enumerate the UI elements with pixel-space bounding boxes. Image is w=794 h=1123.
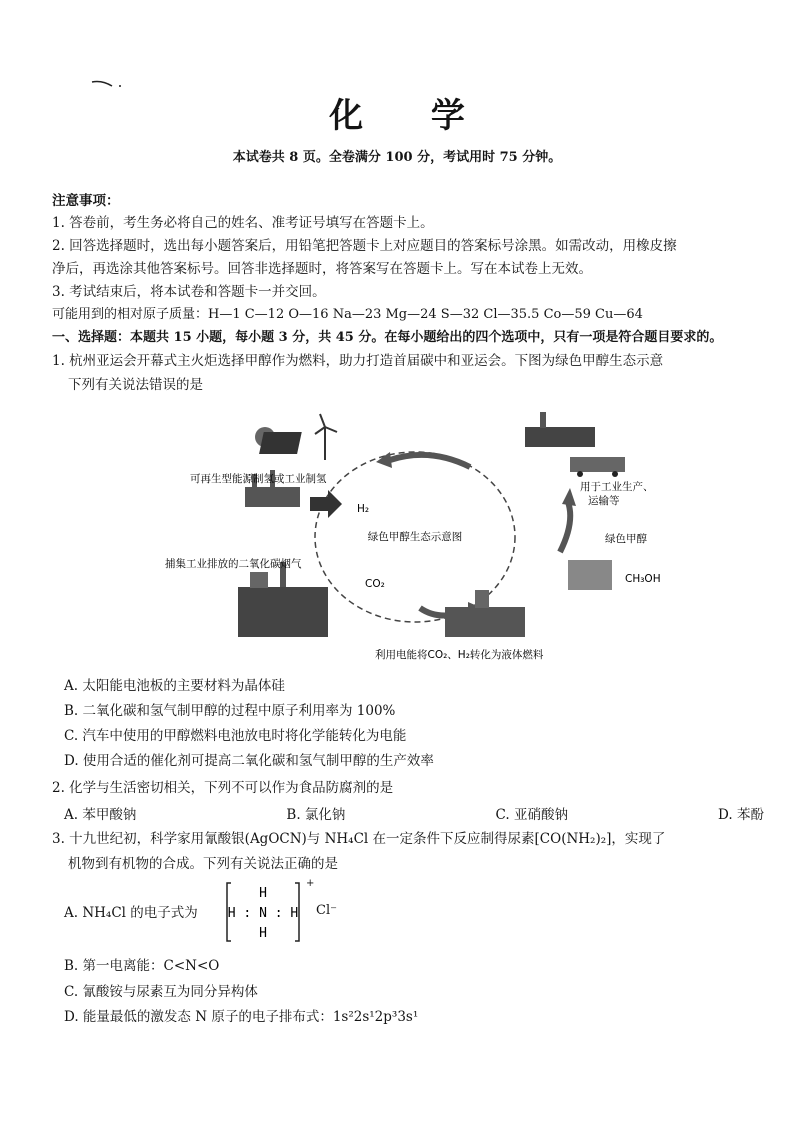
q2-option-c: C. 亚硝酸钠: [495, 807, 568, 823]
q2-option-b: B. 氯化钠: [286, 807, 346, 823]
factory-icon: [245, 487, 300, 507]
diagram-label-usage-2: 运输等: [588, 495, 620, 507]
notes-heading: 注意事项：: [52, 193, 120, 209]
solar-panel-icon: [259, 432, 302, 454]
refinery-icon: [525, 427, 595, 447]
diagram-label-conversion: 利用电能将CO₂、H₂转化为液体燃料: [375, 649, 544, 661]
truck-icon: [570, 457, 625, 472]
q1-stem-a: 1. 杭州亚运会开幕式主火炬选择甲醇作为燃料，助力打造首届碳中和亚运会。下图为绿色甲醇生态示意: [52, 353, 664, 369]
ef-bottom-h: H: [259, 926, 267, 941]
q1-option-a: A. 太阳能电池板的主要材料为晶体硅: [64, 678, 285, 694]
diagram-label-co2-capture: 捕集工业排放的二氧化碳烟气: [165, 558, 302, 570]
diagram-label-usage: 用于工业生产、: [580, 481, 654, 493]
exam-title: 化 学: [329, 96, 493, 136]
cycle-arrow-right-head: [562, 488, 576, 506]
diagram-label-green-methanol: 绿色甲醇: [605, 533, 647, 545]
q3-option-b: B. 第一电离能：C<N<O: [64, 958, 220, 974]
q1-option-c: C. 汽车中使用的甲醇燃料电池放电时将化学能转化为电能: [64, 728, 407, 744]
diagram-label-h2: H₂: [357, 503, 370, 515]
section1-heading: 一、选择题：本题共 15 小题，每小题 3 分，共 45 分。在每小题给出的四个选项中，只有一项是符合题目要求的。: [52, 330, 723, 345]
q2-stem: 2. 化学与生活密切相关，下列不可以作为食品防腐剂的是: [52, 780, 394, 796]
q1-option-d: D. 使用合适的催化剂可提高二氧化碳和氢气制甲醇的生产效率: [64, 753, 434, 769]
diagram-label-ch3oh: CH₃OH: [625, 573, 661, 585]
q2-option-a: A. 苯甲酸钠: [64, 807, 137, 823]
electron-formula-brackets: [225, 881, 301, 943]
cycle-arrow-right: [560, 502, 570, 552]
exam-subtitle: 本试卷共 8 页。全卷满分 100 分，考试用时 75 分钟。: [232, 150, 562, 165]
q2-options-row: [64, 803, 764, 823]
note-item-2b: 净后，再选涂其他答案标号。回答非选择题时，将答案写在答题卡上。写在本试卷上无效。: [52, 261, 592, 277]
ef-middle: H : N : H: [227, 906, 299, 921]
note-item-1: 1. 答卷前，考生务必将自己的姓名、准考证号填写在答题卡上。: [52, 215, 434, 231]
q3-stem-b: 机物到有机物的合成。下列有关说法正确的是: [68, 856, 338, 872]
diagram-center-label: 绿色甲醇生态示意图: [367, 531, 463, 543]
ef-charge: +: [306, 878, 315, 889]
q3-option-a-prefix: A. NH₄Cl 的电子式为: [64, 905, 198, 921]
diagram-label-hydrogen-source: 可再生型能源制氢或工业制氢: [190, 473, 327, 485]
atomic-mass-line: 可能用到的相对原子质量：H—1 C—12 O—16 Na—23 Mg—24 S—32 Cl—35.5 Co—59 Cu—64: [52, 307, 643, 322]
q2-option-d: D. 苯酚: [718, 807, 764, 823]
q1-stem-b: 下列有关说法错误的是: [68, 377, 203, 393]
q3-stem-a: 3. 十九世纪初，科学家用氰酸银(AgOCN)与 NH₄Cl 在一定条件下反应制得尿素[CO(NH₂)₂]，实现了: [52, 831, 666, 847]
cycle-arrow-top-head: [376, 452, 392, 468]
conversion-plant-icon: [445, 607, 525, 637]
note-item-3: 3. 考试结束后，将本试卷和答题卡一并交回。: [52, 284, 326, 300]
industrial-plant-icon: [238, 587, 328, 637]
diagram-label-co2: CO₂: [365, 578, 385, 590]
ef-top-h: H: [259, 886, 267, 901]
q1-option-b: B. 二氧化碳和氢气制甲醇的过程中原子利用率为 100%: [64, 703, 396, 719]
note-item-2a: 2. 回答选择题时，选出每小题答案后，用铅笔把答题卡上对应题目的答案标号涂黑。如需改动，用橡皮擦: [52, 238, 677, 254]
green-methanol-diagram: [165, 412, 661, 672]
ef-anion: Cl⁻: [316, 903, 337, 918]
q3-option-d: D. 能量最低的激发态 N 原子的电子排布式：1s²2s¹2p³3s¹: [64, 1009, 419, 1025]
q3-option-c: C. 氰酸铵与尿素互为同分异构体: [64, 984, 258, 1000]
input-arrow: [310, 490, 342, 518]
cycle-arrow-top: [390, 455, 470, 467]
